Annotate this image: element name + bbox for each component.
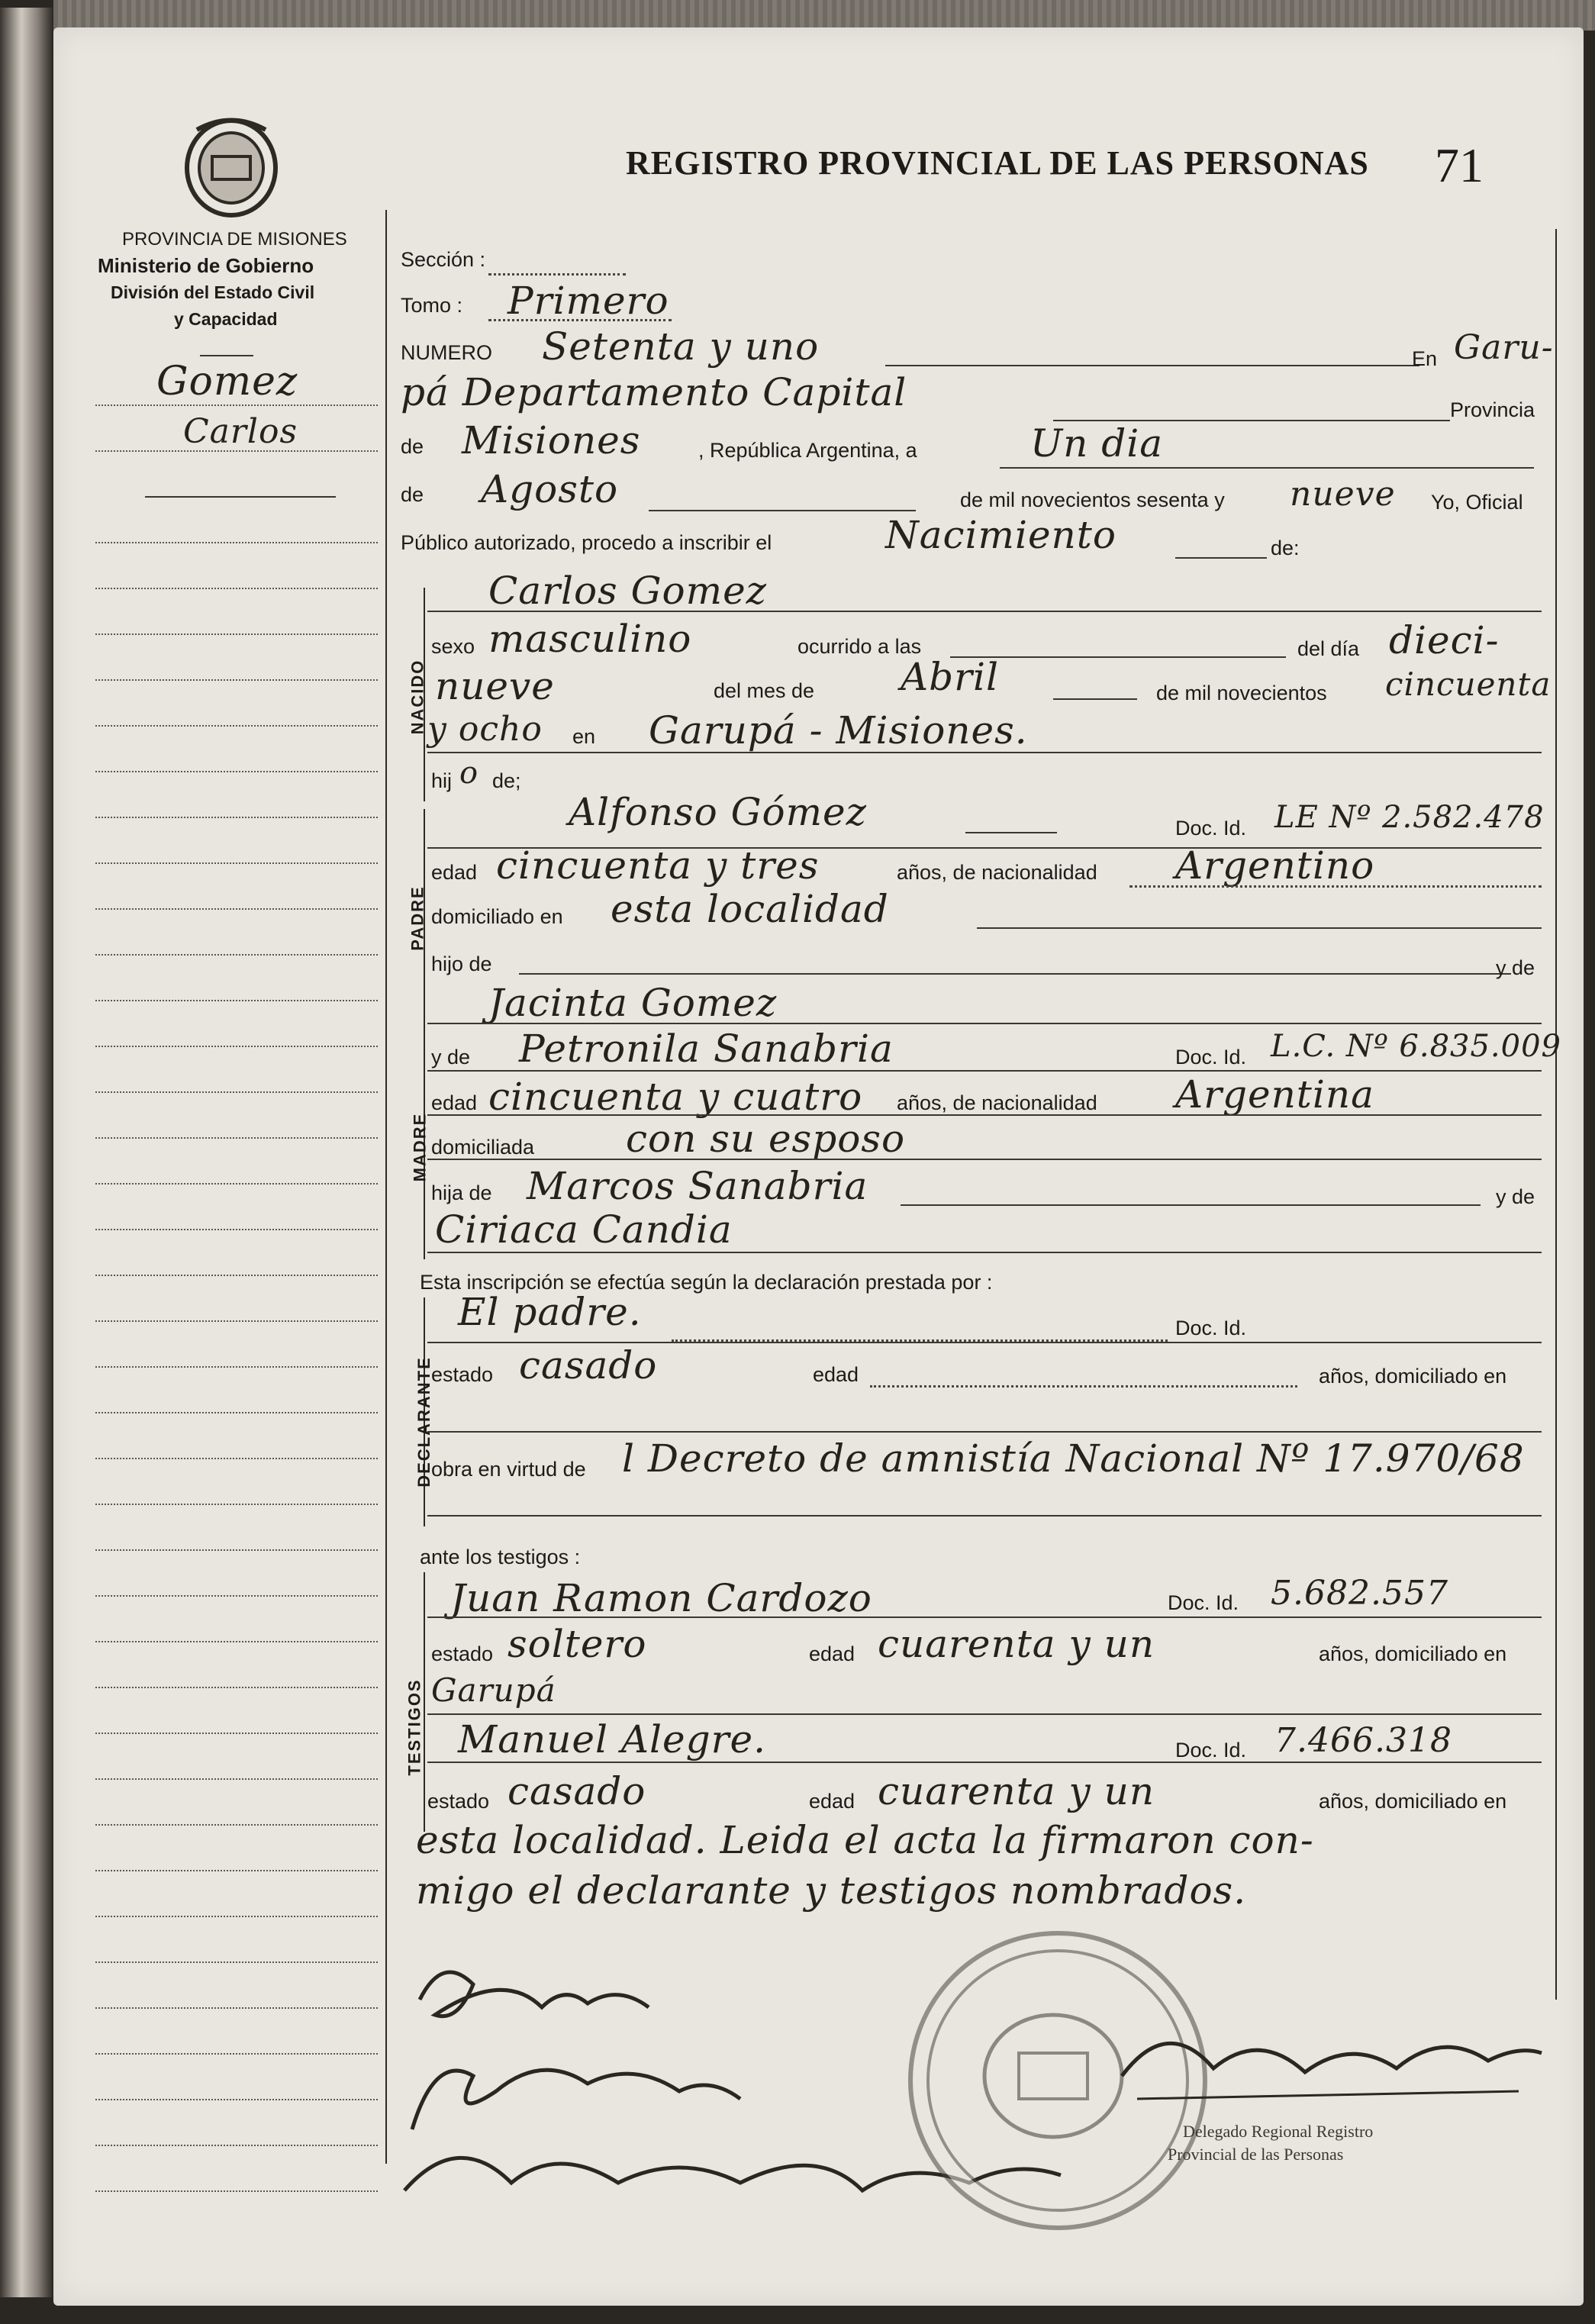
madre-doc-label: Doc. Id. xyxy=(1175,1046,1247,1069)
testigos-label: ante los testigos : xyxy=(420,1546,581,1568)
provincia-value: Misiones xyxy=(462,418,641,463)
madre-y-de-label: y de xyxy=(431,1046,471,1069)
anio-nac-value-1: cincuenta xyxy=(1385,666,1552,703)
margin-surname: Gomez xyxy=(156,359,298,405)
del-dia-value-1: dieci- xyxy=(1389,618,1500,662)
testigo1-dom-label: años, domiciliado en xyxy=(1319,1642,1507,1665)
declarante-edad-label: edad xyxy=(813,1363,859,1386)
obra-label: obra en virtud de xyxy=(431,1458,586,1481)
del-mes-label: del mes de xyxy=(714,679,815,702)
hija-de-label: hija de xyxy=(431,1181,492,1204)
declarante-dom-label: años, domiciliado en xyxy=(1319,1365,1507,1388)
testigo2-estado-label: estado xyxy=(427,1790,490,1813)
hij-de-label: de; xyxy=(492,769,521,792)
padre-y-de-label: y de xyxy=(1496,956,1535,979)
nombre-value: Carlos Gomez xyxy=(488,569,768,613)
testigo2-nombre-value: Manuel Alegre. xyxy=(458,1717,766,1762)
en2-label: en xyxy=(572,725,596,748)
publico-label: Público autorizado, procedo a inscribir el xyxy=(401,531,772,554)
section-declarante: DECLARANTE xyxy=(414,1356,433,1488)
form-right-border xyxy=(1555,229,1557,2000)
section-testigos: TESTIGOS xyxy=(404,1678,424,1776)
del-dia-label: del día xyxy=(1297,637,1360,660)
en-place-1: Garu- xyxy=(1454,328,1554,367)
declarante-value: El padre. xyxy=(458,1290,642,1334)
section-madre: MADRE xyxy=(410,1112,430,1182)
testigo2-doc-label: Doc. Id. xyxy=(1175,1739,1247,1762)
margin-given-name: Carlos xyxy=(183,412,298,451)
hijo-de-label: hijo de xyxy=(431,952,492,975)
declarante-estado-label: estado xyxy=(431,1363,494,1386)
acto-value: Nacimiento xyxy=(885,513,1116,557)
testigo1-estado-value: soltero xyxy=(508,1622,647,1666)
padre-edad-value: cincuenta y tres xyxy=(496,843,820,888)
yo-oficial-label: Yo, Oficial xyxy=(1431,491,1523,514)
madre-nombre-value: Petronila Sanabria xyxy=(519,1027,894,1071)
declarante-doc-label: Doc. Id. xyxy=(1175,1317,1247,1339)
abuela-materna-value: Ciriaca Candia xyxy=(435,1207,733,1252)
de2-label: de xyxy=(401,483,424,506)
madre-dom-value: con su esposo xyxy=(626,1117,906,1161)
testigo1-doc-value: 5.682.557 xyxy=(1271,1574,1448,1613)
section-padre: PADRE xyxy=(408,885,427,951)
testigo2-edad-label: edad xyxy=(809,1790,856,1813)
abuelo-materno-value: Marcos Sanabria xyxy=(527,1164,868,1208)
obra-value: l Decreto de amnistía Nacional Nº 17.970/68 xyxy=(622,1436,1525,1481)
org-capacity: y Capacidad xyxy=(174,309,278,329)
section-nacido: NACIDO xyxy=(408,659,427,735)
hij-suffix-value: o xyxy=(459,756,479,791)
tomo-label: Tomo : xyxy=(401,294,463,317)
testigo2-doc-value: 7.466.318 xyxy=(1274,1721,1452,1760)
numero-label: NUMERO xyxy=(401,341,492,364)
testigo2-dom-label: años, domiciliado en xyxy=(1319,1790,1507,1813)
lugar-nac-value: Garupá - Misiones. xyxy=(649,708,1028,753)
padre-dom-label: domiciliado en xyxy=(431,905,563,928)
del-dia-value-2: nueve xyxy=(435,664,555,708)
testigo1-edad-value: cuarenta y un xyxy=(878,1622,1155,1666)
de-colon-label: de: xyxy=(1271,537,1300,559)
declarante-estado-value: casado xyxy=(519,1343,658,1388)
numero-value: Setenta y uno xyxy=(542,324,820,369)
sexo-label: sexo xyxy=(431,635,475,658)
mil-nov-label: de mil novecientos xyxy=(1156,682,1327,704)
madre-nac-value: Argentina xyxy=(1175,1072,1374,1117)
book-edge xyxy=(53,0,1595,31)
en-label: En xyxy=(1412,347,1438,370)
delegado-line-1: Delegado Regional Registro xyxy=(1183,2122,1374,2141)
page-number: 71 xyxy=(1435,138,1484,192)
testigo1-doc-label: Doc. Id. xyxy=(1168,1591,1239,1614)
padre-doc-label: Doc. Id. xyxy=(1175,817,1247,840)
hij-label: hij xyxy=(431,769,453,792)
testigo1-dom-value: Garupá xyxy=(431,1671,556,1709)
madre-doc-value: L.C. Nº 6.835.009 xyxy=(1271,1029,1561,1064)
de-label: de xyxy=(401,435,424,458)
org-division: División del Estado Civil xyxy=(111,282,315,302)
anio-value: nueve xyxy=(1290,475,1396,514)
org-divider xyxy=(200,355,253,356)
padre-doc-value: LE Nº 2.582.478 xyxy=(1274,800,1545,835)
anio-nac-value-2: y ocho xyxy=(427,710,543,749)
padre-dom-value: esta localidad xyxy=(611,887,889,931)
org-province: PROVINCIA DE MISIONES xyxy=(122,229,347,250)
padre-nac-value: Argentino xyxy=(1175,843,1375,888)
testigo2-edad-value: cuarenta y un xyxy=(878,1769,1155,1813)
dia-value: Un dia xyxy=(1030,421,1164,466)
cierre-line-1: esta localidad. Leida el acta la firmaron con- xyxy=(416,1818,1314,1862)
padre-nombre-value: Alfonso Gómez xyxy=(569,790,867,834)
abuelo-paterno-value: Jacinta Gomez xyxy=(488,981,778,1025)
en-place-2: pá Departamento Capital xyxy=(401,370,907,414)
testigo1-edad-label: edad xyxy=(809,1642,856,1665)
madre-y-de-label-2: y de xyxy=(1496,1185,1535,1208)
coat-of-arms-icon xyxy=(182,114,281,221)
madre-edad-value: cincuenta y cuatro xyxy=(488,1075,863,1119)
testigo1-nombre-value: Juan Ramon Cardozo xyxy=(450,1576,872,1620)
page-title: REGISTRO PROVINCIAL DE LAS PERSONAS xyxy=(626,144,1369,182)
madre-dom-label: domiciliada xyxy=(431,1136,535,1159)
madre-edad-label: edad xyxy=(431,1091,478,1114)
registrar-signature xyxy=(1107,2000,1549,2122)
org-ministry: Ministerio de Gobierno xyxy=(98,254,314,277)
testigo2-estado-value: casado xyxy=(508,1769,646,1813)
republica-label: , República Argentina, a xyxy=(698,439,917,462)
provincia-label: Provincia xyxy=(1450,398,1535,421)
mes-nac-value: Abril xyxy=(901,655,999,699)
form-left-border xyxy=(385,210,387,2164)
madre-nac-label: años, de nacionalidad xyxy=(897,1091,1097,1114)
book-binding xyxy=(0,8,53,2297)
delegado-line-2: Provincial de las Personas xyxy=(1168,2145,1344,2164)
mil-nov-sesenta-label: de mil novecientos sesenta y xyxy=(960,488,1225,511)
sexo-value: masculino xyxy=(488,617,692,661)
padre-nac-label: años, de nacionalidad xyxy=(897,861,1097,884)
testigo1-estado-label: estado xyxy=(431,1642,494,1665)
inscripcion-label: Esta inscripción se efectúa según la declaración prestada por : xyxy=(420,1271,993,1294)
padre-edad-label: edad xyxy=(431,861,478,884)
ocurrido-label: ocurrido a las xyxy=(798,635,922,658)
seccion-label: Sección : xyxy=(401,248,486,271)
mes-value: Agosto xyxy=(481,467,619,511)
cierre-line-2: migo el declarante y testigos nombrados. xyxy=(416,1868,1247,1913)
tomo-value: Primero xyxy=(508,279,669,323)
